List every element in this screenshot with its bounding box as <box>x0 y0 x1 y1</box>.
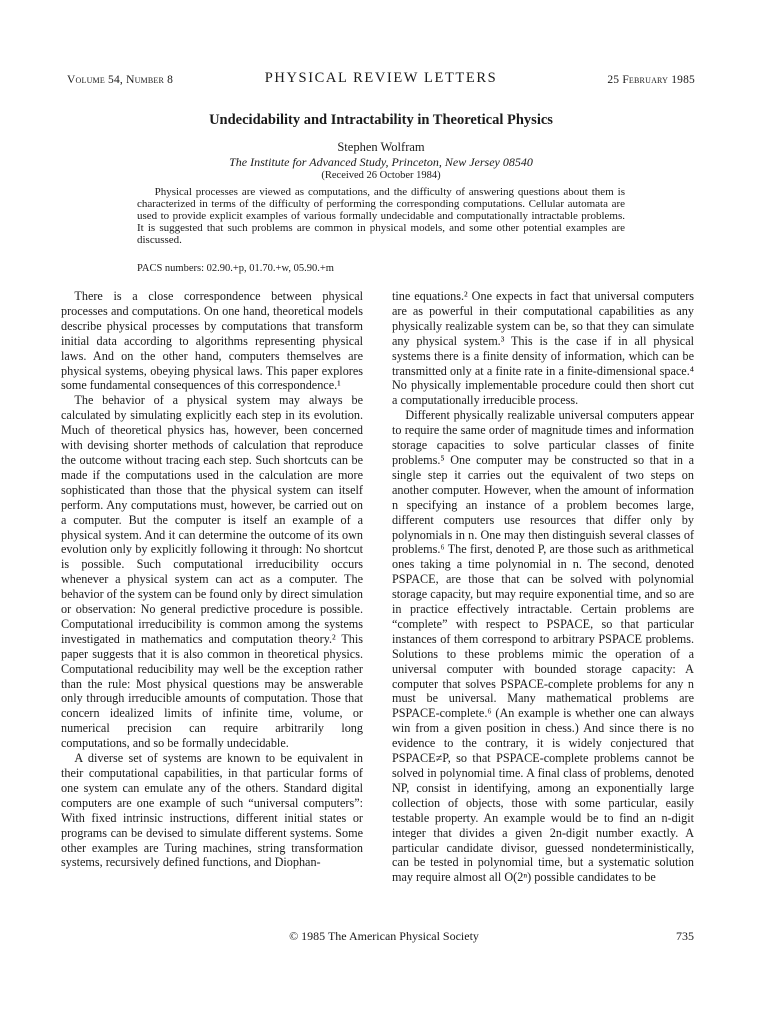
running-head <box>67 70 695 90</box>
copyright-line: © 1985 The American Physical Society <box>289 929 479 943</box>
abstract: Physical processes are viewed as computations, and the difficulty of answering questions about them is characterized in terms of the difficulty of performing the corresponding computations. Cellular automata are used to provide explicit examples of various formally undecidable and computationally intractable problems. It is suggested that such problems are common in physical models, and some other potential examples are discussed. <box>137 186 625 247</box>
body-column-left <box>61 289 363 870</box>
paragraph: Different physically realizable universal computers appear to require the same order of magnitude times and information storage capacities to solve particular classes of finite problems.⁵ One computer may be constructed so that in a single step it carries out the equivalent of two steps on another computer. However, when the amount of information n specifying an instance of a problem becomes large, different computers use resources that differ only by polynomials in n. One may then distinguish several classes of problems.⁶ The first, denoted P, are those such as arithmetical ones taking a time polynomial in n. The second, denoted PSPACE, are those that can be solved with polynomial storage capacity, but may require exponential time, and so are in practice effectively intractable. Certain problems are “complete” with respect to PSPACE, so that particular instances of them correspond to arbitrary PSPACE problems. Solutions to these problems mimic the operation of a universal computer with bounded storage capacity: A computer that solves PSPACE-complete problems for any n must be universal. Many mathematical problems are PSPACE-complete.⁶ (An example is whether one can always win from a given position in chess.) And since there is no evidence to the contrary, it is widely conjectured that PSPACE≠P, so that PSPACE-complete problems cannot be solved in polynomial time. A final class of problems, denoted NP, consist in identifying, among an exponentially large collection of objects, those with some particular, easily testable property. An example would be to find an n-digit integer that divides a given 2n-digit number exactly. A particular candidate divisor, guessed nondeterministically, can be tested in polynomial time, but a systematic solution may require almost all O(2ⁿ) possible candidates to be <box>392 408 694 885</box>
paragraph: tine equations.² One expects in fact that universal computers are as powerful in their computational capabilities as any physically realizable system can be, so that they can simulate any physical system.³ This is the case if in all physical systems there is a finite density of information, which can be transmitted only at a finite rate in a finite-dimensional space.⁴ No physically implementable procedure could then short cut a computationally irreducible process. <box>392 289 694 408</box>
body-column-right <box>392 289 694 885</box>
article-title: Undecidability and Intractability in Theoretical Physics <box>209 112 553 128</box>
paragraph: A diverse set of systems are known to be equivalent in their computational capabilities, in that particular forms of one system can emulate any of the others. Standard digital computers are one example of such “universal computers”: With fixed intrinsic instructions, different initial states or programs can be devised to simulate different systems. Some other examples are Turing machines, string transformation systems, recursively defined functions, and Diophan- <box>61 751 363 870</box>
page-number: 735 <box>676 929 694 943</box>
paragraph: The behavior of a physical system may always be calculated by simulating explicitly each step in its evolution. Much of theoretical physics has, however, been concerned with devising shorter methods of calculation that reproduce the outcome without tracing each step. Such shortcuts can be made if the computations used in the calculation are more sophisticated than those that the physical system can itself perform. Any computations must, however, be carried out on a computer. But the computer is itself an example of a physical system. And it can determine the outcome of its own evolution only by explicitly following it through: No shortcut is possible. Such computational irreducibility occurs whenever a physical system can act as a computer. The behavior of the system can be found only by direct simulation or observation: No general predictive procedure is possible. Computational irreducibility is common among the systems investigated in mathematics and computation theory.² This paper suggests that it is also common in theoretical physics. Computational reducibility may well be the exception rather than the rule: Most physical questions may be answerable only through irreducible amounts of computation. Those that concern idealized limits of infinite time, volume, or numerical precision can require arbitrarily long computations, and so be formally undecidable. <box>61 393 363 751</box>
issue-date: 25 February 1985 <box>607 74 695 86</box>
volume-issue: Volume 54, Number 8 <box>67 74 174 86</box>
journal-name: PHYSICAL REVIEW LETTERS <box>264 70 498 86</box>
paragraph: There is a close correspondence between physical processes and computations. On one hand, theoretical models describe physical processes by computations that transform initial data according to algorithms representing physical laws. And on the other hand, computers themselves are physical systems, obeying physical laws. This paper explores some fundamental consequences of this correspondence.¹ <box>61 289 363 393</box>
author-affiliation: The Institute for Advanced Study, Princeton, New Jersey 08540 <box>229 155 533 169</box>
received-date: (Received 26 October 1984) <box>321 170 441 181</box>
pacs-numbers: PACS numbers: 02.90.+p, 01.70.+w, 05.90.+m <box>137 263 334 274</box>
author-name: Stephen Wolfram <box>337 140 425 154</box>
